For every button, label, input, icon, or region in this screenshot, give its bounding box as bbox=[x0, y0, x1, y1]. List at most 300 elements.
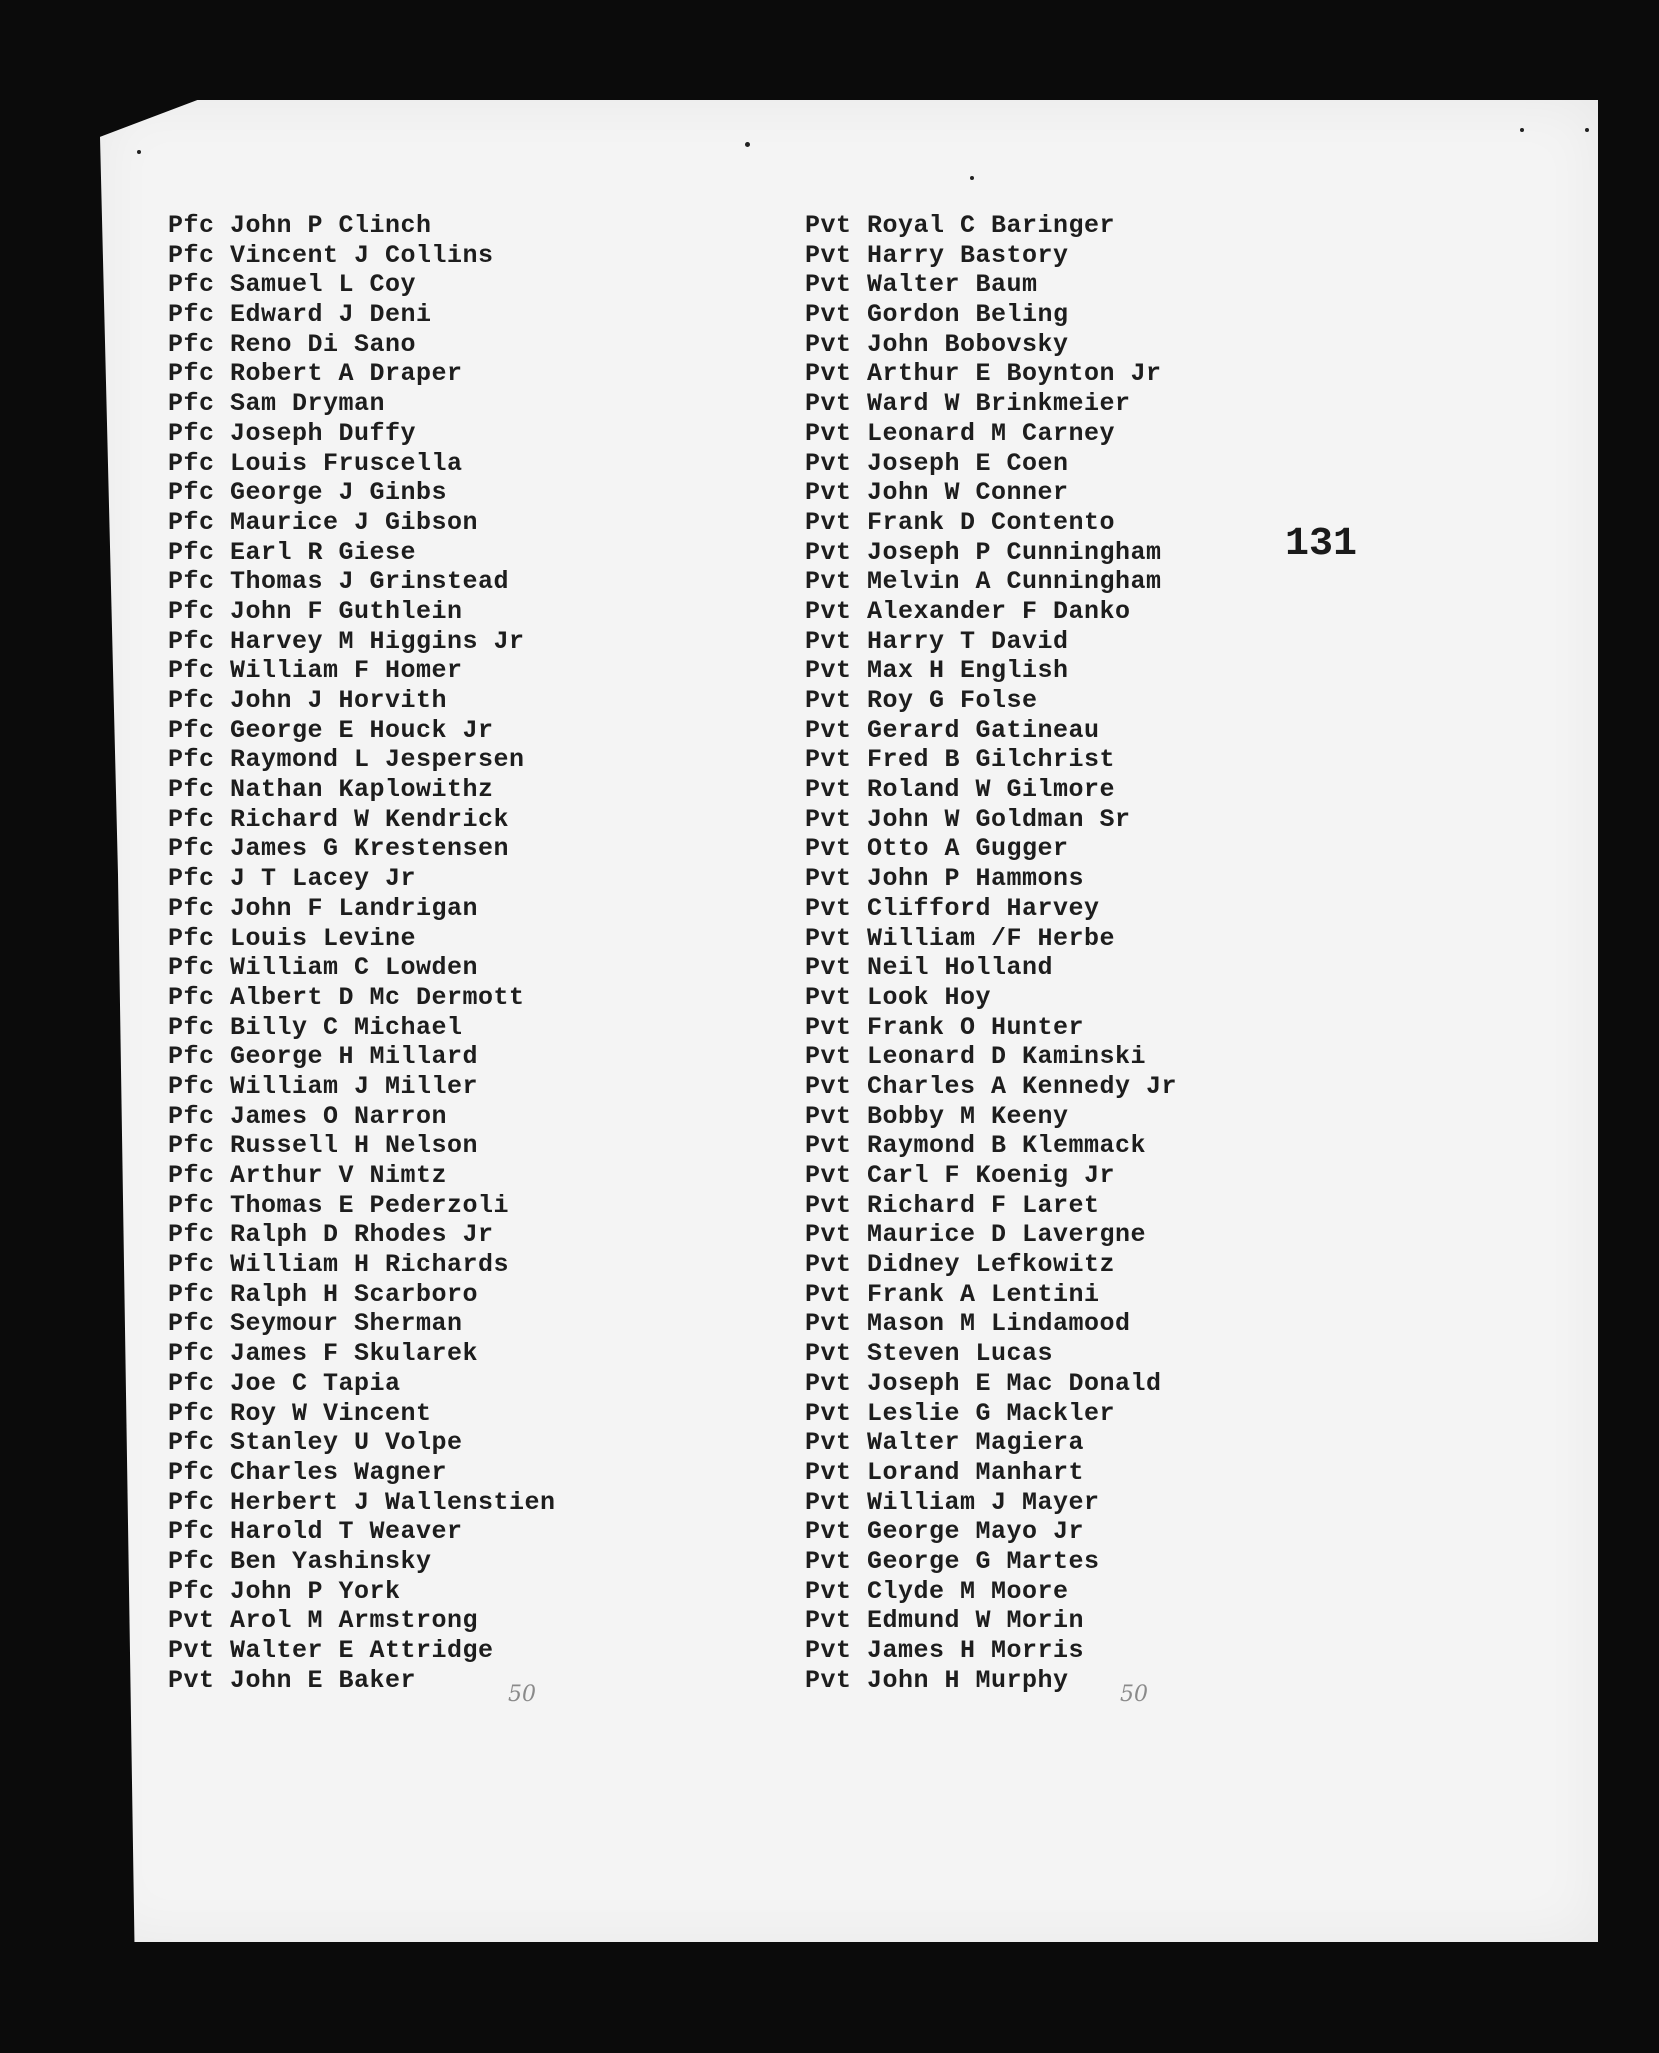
rank-label: Pvt bbox=[168, 1665, 215, 1695]
roster-entry bbox=[805, 1220, 1177, 1250]
roster-entry bbox=[805, 983, 1177, 1013]
roster-entry bbox=[168, 894, 556, 924]
roster-entry bbox=[805, 924, 1177, 954]
soldier-name: William J Miller bbox=[230, 1071, 479, 1101]
left-roster-column bbox=[168, 211, 556, 1695]
roster-entry bbox=[805, 1131, 1177, 1161]
soldier-name: William H Richards bbox=[230, 1250, 510, 1280]
soldier-name: John F Guthlein bbox=[230, 596, 463, 626]
roster-entry bbox=[168, 1161, 556, 1191]
soldier-name: Charles A Kennedy Jr bbox=[867, 1071, 1178, 1101]
roster-entry bbox=[168, 478, 556, 508]
rank-label: Pfc bbox=[168, 537, 215, 567]
roster-entry bbox=[805, 745, 1177, 775]
rank-label: Pfc bbox=[168, 478, 215, 508]
soldier-name: Gordon Beling bbox=[867, 300, 1069, 330]
soldier-name: George J Ginbs bbox=[230, 478, 448, 508]
rank-label: Pfc bbox=[168, 1368, 215, 1398]
rank-label: Pfc bbox=[168, 1309, 215, 1339]
rank-label: Pfc bbox=[168, 1546, 215, 1576]
roster-entry bbox=[168, 1488, 556, 1518]
soldier-name: Look Hoy bbox=[867, 982, 992, 1012]
soldier-name: Thomas E Pederzoli bbox=[230, 1190, 510, 1220]
rank-label: Pvt bbox=[805, 1101, 852, 1131]
soldier-name: John P Clinch bbox=[230, 211, 432, 240]
rank-label: Pvt bbox=[805, 359, 852, 389]
roster-entry bbox=[168, 419, 556, 449]
roster-entry bbox=[805, 449, 1177, 479]
rank-label: Pvt bbox=[805, 745, 852, 775]
soldier-name: Ben Yashinsky bbox=[230, 1546, 432, 1576]
soldier-name: John P York bbox=[230, 1576, 401, 1606]
soldier-name: Carl F Koenig Jr bbox=[867, 1161, 1116, 1190]
roster-entry bbox=[168, 627, 556, 657]
roster-entry bbox=[168, 1547, 556, 1577]
roster-entry bbox=[168, 1339, 556, 1369]
rank-label: Pfc bbox=[168, 1042, 215, 1072]
soldier-name: Neil Holland bbox=[867, 953, 1054, 983]
rank-label: Pfc bbox=[168, 1428, 215, 1458]
soldier-name: Herbert J Wallenstien bbox=[230, 1487, 556, 1517]
scan-speck bbox=[745, 142, 750, 147]
rank-label: Pvt bbox=[168, 1606, 215, 1636]
rank-label: Pvt bbox=[805, 1636, 852, 1665]
soldier-name: William J Mayer bbox=[867, 1487, 1100, 1517]
rank-label: Pfc bbox=[168, 715, 215, 745]
soldier-name: Louis Levine bbox=[230, 923, 417, 953]
soldier-name: Roy W Vincent bbox=[230, 1398, 432, 1428]
roster-entry bbox=[168, 1191, 556, 1221]
soldier-name: Gerard Gatineau bbox=[867, 715, 1100, 745]
roster-entry bbox=[805, 716, 1177, 746]
roster-entry bbox=[168, 1606, 556, 1636]
soldier-name: Raymond B Klemmack bbox=[867, 1131, 1147, 1161]
roster-entry bbox=[805, 567, 1177, 597]
rank-label: Pvt bbox=[805, 1339, 852, 1369]
roster-entry bbox=[168, 1072, 556, 1102]
scan-speck bbox=[1520, 128, 1524, 132]
rank-label: Pvt bbox=[805, 1012, 852, 1042]
soldier-name: George E Houck Jr bbox=[230, 715, 494, 745]
rank-label: Pvt bbox=[805, 626, 852, 656]
soldier-name: Ward W Brinkmeier bbox=[867, 389, 1131, 419]
soldier-name: William /F Herbe bbox=[867, 923, 1116, 953]
rank-label: Pvt bbox=[805, 1665, 852, 1695]
roster-entry bbox=[168, 1577, 556, 1607]
soldier-name: George G Martes bbox=[867, 1546, 1100, 1576]
roster-entry bbox=[805, 1458, 1177, 1488]
rank-label: Pfc bbox=[168, 1398, 215, 1428]
roster-entry bbox=[805, 1399, 1177, 1429]
soldier-name: Vincent J Collins bbox=[230, 240, 494, 270]
right-column-tally: 50 bbox=[1120, 1682, 1148, 1707]
roster-entry bbox=[805, 1250, 1177, 1280]
rank-label: Pvt bbox=[805, 329, 852, 359]
rank-label: Pfc bbox=[168, 300, 215, 330]
rank-label: Pfc bbox=[168, 1457, 215, 1487]
roster-entry bbox=[168, 953, 556, 983]
roster-entry bbox=[805, 656, 1177, 686]
rank-label: Pfc bbox=[168, 953, 215, 983]
roster-entry bbox=[805, 1191, 1177, 1221]
rank-label: Pfc bbox=[168, 389, 215, 419]
soldier-name: John W Conner bbox=[867, 478, 1069, 508]
roster-entry bbox=[805, 270, 1177, 300]
soldier-name: George Mayo Jr bbox=[867, 1517, 1085, 1547]
roster-entry bbox=[168, 1220, 556, 1250]
rank-label: Pvt bbox=[805, 1606, 852, 1636]
soldier-name: Didney Lefkowitz bbox=[867, 1250, 1116, 1280]
rank-label: Pvt bbox=[168, 1636, 215, 1665]
roster-entry bbox=[168, 983, 556, 1013]
roster-entry bbox=[168, 775, 556, 805]
rank-label: Pvt bbox=[805, 1457, 852, 1487]
rank-label: Pfc bbox=[168, 775, 215, 805]
roster-entry bbox=[168, 1102, 556, 1132]
soldier-name: Richard W Kendrick bbox=[230, 804, 510, 834]
rank-label: Pvt bbox=[805, 567, 852, 597]
roster-entry bbox=[168, 1428, 556, 1458]
soldier-name: Reno Di Sano bbox=[230, 329, 417, 359]
roster-entry bbox=[805, 834, 1177, 864]
rank-label: Pfc bbox=[168, 893, 215, 923]
rank-label: Pfc bbox=[168, 418, 215, 448]
soldier-name: Charles Wagner bbox=[230, 1457, 448, 1487]
rank-label: Pfc bbox=[168, 745, 215, 775]
rank-label: Pvt bbox=[805, 1042, 852, 1072]
soldier-name: Bobby M Keeny bbox=[867, 1101, 1069, 1131]
rank-label: Pfc bbox=[168, 359, 215, 389]
soldier-name: Otto A Gugger bbox=[867, 834, 1069, 864]
soldier-name: Max H English bbox=[867, 656, 1069, 686]
page-number: 131 bbox=[1285, 522, 1358, 567]
roster-entry bbox=[168, 1013, 556, 1043]
roster-entry bbox=[805, 627, 1177, 657]
soldier-name: John Bobovsky bbox=[867, 329, 1069, 359]
soldier-name: Earl R Giese bbox=[230, 537, 417, 567]
rank-label: Pfc bbox=[168, 1190, 215, 1220]
rank-label: Pvt bbox=[805, 478, 852, 508]
scan-speck bbox=[970, 176, 974, 180]
rank-label: Pfc bbox=[168, 1071, 215, 1101]
roster-entry bbox=[168, 567, 556, 597]
rank-label: Pfc bbox=[168, 1131, 215, 1161]
rank-label: Pvt bbox=[805, 804, 852, 834]
roster-entry bbox=[168, 389, 556, 419]
scan-speck bbox=[1585, 128, 1589, 132]
rank-label: Pvt bbox=[805, 537, 852, 567]
roster-entry bbox=[168, 1250, 556, 1280]
soldier-name: John J Horvith bbox=[230, 686, 448, 715]
roster-entry bbox=[168, 508, 556, 538]
roster-entry bbox=[168, 686, 556, 716]
roster-entry bbox=[168, 656, 556, 686]
soldier-name: Stanley U Volpe bbox=[230, 1428, 463, 1458]
rank-label: Pfc bbox=[168, 1487, 215, 1517]
rank-label: Pfc bbox=[168, 211, 215, 240]
rank-label: Pvt bbox=[805, 715, 852, 745]
rank-label: Pvt bbox=[805, 389, 852, 419]
rank-label: Pvt bbox=[805, 1546, 852, 1576]
roster-entry bbox=[805, 211, 1177, 241]
rank-label: Pvt bbox=[805, 982, 852, 1012]
soldier-name: Joseph E Coen bbox=[867, 448, 1069, 478]
roster-entry bbox=[805, 686, 1177, 716]
soldier-name: Robert A Draper bbox=[230, 359, 463, 389]
rank-label: Pvt bbox=[805, 1250, 852, 1280]
soldier-name: George H Millard bbox=[230, 1042, 479, 1072]
soldier-name: John E Baker bbox=[230, 1665, 417, 1695]
roster-entry bbox=[805, 1309, 1177, 1339]
soldier-name: Walter Baum bbox=[867, 270, 1038, 300]
roster-entry bbox=[168, 1042, 556, 1072]
soldier-name: Edward J Deni bbox=[230, 300, 432, 330]
rank-label: Pfc bbox=[168, 864, 215, 894]
rank-label: Pvt bbox=[805, 953, 852, 983]
roster-entry bbox=[805, 1013, 1177, 1043]
soldier-name: Leslie G Mackler bbox=[867, 1398, 1116, 1428]
roster-entry bbox=[168, 1666, 556, 1696]
soldier-name: Clyde M Moore bbox=[867, 1576, 1069, 1606]
roster-entry bbox=[805, 1102, 1177, 1132]
rank-label: Pvt bbox=[805, 1190, 852, 1220]
roster-entry bbox=[168, 805, 556, 835]
soldier-name: Frank A Lentini bbox=[867, 1279, 1100, 1309]
soldier-name: James F Skularek bbox=[230, 1339, 479, 1369]
roster-entry bbox=[168, 1280, 556, 1310]
roster-entry bbox=[805, 389, 1177, 419]
soldier-name: Edmund W Morin bbox=[867, 1606, 1085, 1636]
soldier-name: J T Lacey Jr bbox=[230, 864, 417, 894]
roster-entry bbox=[805, 894, 1177, 924]
roster-entry bbox=[168, 330, 556, 360]
soldier-name: Joseph E Mac Donald bbox=[867, 1368, 1162, 1398]
roster-entry bbox=[805, 1517, 1177, 1547]
roster-entry bbox=[805, 300, 1177, 330]
soldier-name: James H Morris bbox=[867, 1636, 1085, 1665]
roster-entry bbox=[168, 1458, 556, 1488]
rank-label: Pvt bbox=[805, 923, 852, 953]
soldier-name: Nathan Kaplowithz bbox=[230, 775, 494, 805]
roster-entry bbox=[805, 478, 1177, 508]
soldier-name: James O Narron bbox=[230, 1101, 448, 1131]
soldier-name: Ralph D Rhodes Jr bbox=[230, 1220, 494, 1250]
rank-label: Pvt bbox=[805, 1398, 852, 1428]
rank-label: Pfc bbox=[168, 834, 215, 864]
roster-entry bbox=[805, 1428, 1177, 1458]
soldier-name: Joseph P Cunningham bbox=[867, 537, 1162, 567]
rank-label: Pvt bbox=[805, 1071, 852, 1101]
soldier-name: William F Homer bbox=[230, 656, 463, 686]
soldier-name: Harvey M Higgins Jr bbox=[230, 626, 525, 656]
soldier-name: Alexander F Danko bbox=[867, 596, 1131, 626]
soldier-name: John W Goldman Sr bbox=[867, 804, 1131, 834]
roster-entry bbox=[168, 597, 556, 627]
soldier-name: Lorand Manhart bbox=[867, 1457, 1085, 1487]
rank-label: Pfc bbox=[168, 804, 215, 834]
soldier-name: Mason M Lindamood bbox=[867, 1309, 1131, 1339]
rank-label: Pvt bbox=[805, 1428, 852, 1458]
soldier-name: Frank O Hunter bbox=[867, 1012, 1085, 1042]
roster-entry bbox=[168, 834, 556, 864]
soldier-name: Russell H Nelson bbox=[230, 1131, 479, 1161]
soldier-name: Arthur E Boynton Jr bbox=[867, 359, 1162, 389]
roster-entry bbox=[168, 864, 556, 894]
soldier-name: Arthur V Nimtz bbox=[230, 1161, 448, 1190]
soldier-name: Joseph Duffy bbox=[230, 418, 417, 448]
roster-entry bbox=[168, 716, 556, 746]
soldier-name: Sam Dryman bbox=[230, 389, 386, 419]
soldier-name: Harold T Weaver bbox=[230, 1517, 463, 1547]
soldier-name: Royal C Baringer bbox=[867, 211, 1116, 240]
rank-label: Pfc bbox=[168, 1339, 215, 1369]
soldier-name: John H Murphy bbox=[867, 1665, 1069, 1695]
left-column-tally: 50 bbox=[508, 1682, 536, 1707]
rank-label: Pvt bbox=[805, 1309, 852, 1339]
rank-label: Pvt bbox=[805, 686, 852, 715]
roster-entry bbox=[805, 1339, 1177, 1369]
roster-entry bbox=[168, 241, 556, 271]
rank-label: Pvt bbox=[805, 656, 852, 686]
rank-label: Pvt bbox=[805, 1487, 852, 1517]
rank-label: Pfc bbox=[168, 596, 215, 626]
rank-label: Pvt bbox=[805, 418, 852, 448]
roster-entry bbox=[805, 864, 1177, 894]
roster-entry bbox=[168, 1636, 556, 1666]
rank-label: Pfc bbox=[168, 1250, 215, 1280]
roster-entry bbox=[168, 300, 556, 330]
soldier-name: Maurice D Lavergne bbox=[867, 1220, 1147, 1250]
soldier-name: Clifford Harvey bbox=[867, 893, 1100, 923]
rank-label: Pvt bbox=[805, 270, 852, 300]
rank-label: Pfc bbox=[168, 923, 215, 953]
roster-entry bbox=[805, 1488, 1177, 1518]
roster-entry bbox=[805, 953, 1177, 983]
rank-label: Pfc bbox=[168, 270, 215, 300]
rank-label: Pfc bbox=[168, 1220, 215, 1250]
rank-label: Pvt bbox=[805, 448, 852, 478]
rank-label: Pfc bbox=[168, 507, 215, 537]
roster-entry bbox=[168, 1309, 556, 1339]
soldier-name: Steven Lucas bbox=[867, 1339, 1054, 1369]
soldier-name: Roland W Gilmore bbox=[867, 775, 1116, 805]
rank-label: Pfc bbox=[168, 1101, 215, 1131]
rank-label: Pfc bbox=[168, 567, 215, 597]
roster-entry bbox=[168, 359, 556, 389]
roster-entry bbox=[805, 419, 1177, 449]
rank-label: Pfc bbox=[168, 1012, 215, 1042]
roster-entry bbox=[168, 270, 556, 300]
rank-label: Pvt bbox=[805, 1368, 852, 1398]
roster-entry bbox=[168, 1399, 556, 1429]
soldier-name: Samuel L Coy bbox=[230, 270, 417, 300]
soldier-name: Walter Magiera bbox=[867, 1428, 1085, 1458]
rank-label: Pfc bbox=[168, 329, 215, 359]
soldier-name: Thomas J Grinstead bbox=[230, 567, 510, 597]
soldier-name: John P Hammons bbox=[867, 864, 1085, 894]
soldier-name: Leonard D Kaminski bbox=[867, 1042, 1147, 1072]
rank-label: Pvt bbox=[805, 300, 852, 330]
rank-label: Pvt bbox=[805, 864, 852, 894]
rank-label: Pfc bbox=[168, 1161, 215, 1190]
rank-label: Pvt bbox=[805, 775, 852, 805]
roster-entry bbox=[805, 1042, 1177, 1072]
soldier-name: Harry Bastory bbox=[867, 240, 1069, 270]
soldier-name: Frank D Contento bbox=[867, 507, 1116, 537]
roster-entry bbox=[168, 211, 556, 241]
soldier-name: James G Krestensen bbox=[230, 834, 510, 864]
soldier-name: Raymond L Jespersen bbox=[230, 745, 525, 775]
rank-label: Pfc bbox=[168, 1517, 215, 1547]
roster-entry bbox=[805, 241, 1177, 271]
roster-entry bbox=[168, 1517, 556, 1547]
rank-label: Pvt bbox=[805, 893, 852, 923]
roster-entry bbox=[168, 924, 556, 954]
roster-entry bbox=[805, 508, 1177, 538]
soldier-name: Fred B Gilchrist bbox=[867, 745, 1116, 775]
roster-entry bbox=[168, 538, 556, 568]
soldier-name: Richard F Laret bbox=[867, 1190, 1100, 1220]
rank-label: Pfc bbox=[168, 686, 215, 715]
soldier-name: John F Landrigan bbox=[230, 893, 479, 923]
roster-entry bbox=[805, 1606, 1177, 1636]
roster-entry bbox=[805, 805, 1177, 835]
rank-label: Pfc bbox=[168, 1279, 215, 1309]
roster-entry bbox=[805, 775, 1177, 805]
roster-entry bbox=[805, 1369, 1177, 1399]
rank-label: Pfc bbox=[168, 448, 215, 478]
rank-label: Pvt bbox=[805, 834, 852, 864]
soldier-name: Harry T David bbox=[867, 626, 1069, 656]
roster-entry bbox=[168, 1131, 556, 1161]
rank-label: Pfc bbox=[168, 1576, 215, 1606]
soldier-name: Joe C Tapia bbox=[230, 1368, 401, 1398]
rank-label: Pvt bbox=[805, 507, 852, 537]
roster-entry bbox=[805, 1636, 1177, 1666]
rank-label: Pfc bbox=[168, 240, 215, 270]
soldier-name: Ralph H Scarboro bbox=[230, 1279, 479, 1309]
roster-entry bbox=[805, 1161, 1177, 1191]
roster-entry bbox=[805, 538, 1177, 568]
soldier-name: Billy C Michael bbox=[230, 1012, 463, 1042]
rank-label: Pvt bbox=[805, 240, 852, 270]
soldier-name: Maurice J Gibson bbox=[230, 507, 479, 537]
roster-entry bbox=[805, 1547, 1177, 1577]
roster-entry bbox=[168, 1369, 556, 1399]
soldier-name: Albert D Mc Dermott bbox=[230, 982, 525, 1012]
roster-entry bbox=[168, 745, 556, 775]
roster-entry bbox=[805, 1280, 1177, 1310]
rank-label: Pfc bbox=[168, 656, 215, 686]
roster-entry bbox=[805, 597, 1177, 627]
rank-label: Pfc bbox=[168, 982, 215, 1012]
roster-entry bbox=[805, 330, 1177, 360]
roster-entry bbox=[805, 359, 1177, 389]
soldier-name: Roy G Folse bbox=[867, 686, 1038, 715]
soldier-name: Melvin A Cunningham bbox=[867, 567, 1162, 597]
rank-label: Pvt bbox=[805, 1279, 852, 1309]
scan-speck bbox=[137, 150, 141, 154]
rank-label: Pvt bbox=[805, 1576, 852, 1606]
rank-label: Pvt bbox=[805, 1220, 852, 1250]
roster-entry bbox=[805, 1072, 1177, 1102]
rank-label: Pvt bbox=[805, 211, 852, 240]
soldier-name: Leonard M Carney bbox=[867, 418, 1116, 448]
roster-entry bbox=[805, 1577, 1177, 1607]
rank-label: Pvt bbox=[805, 596, 852, 626]
soldier-name: William C Lowden bbox=[230, 953, 479, 983]
soldier-name: Louis Fruscella bbox=[230, 448, 463, 478]
